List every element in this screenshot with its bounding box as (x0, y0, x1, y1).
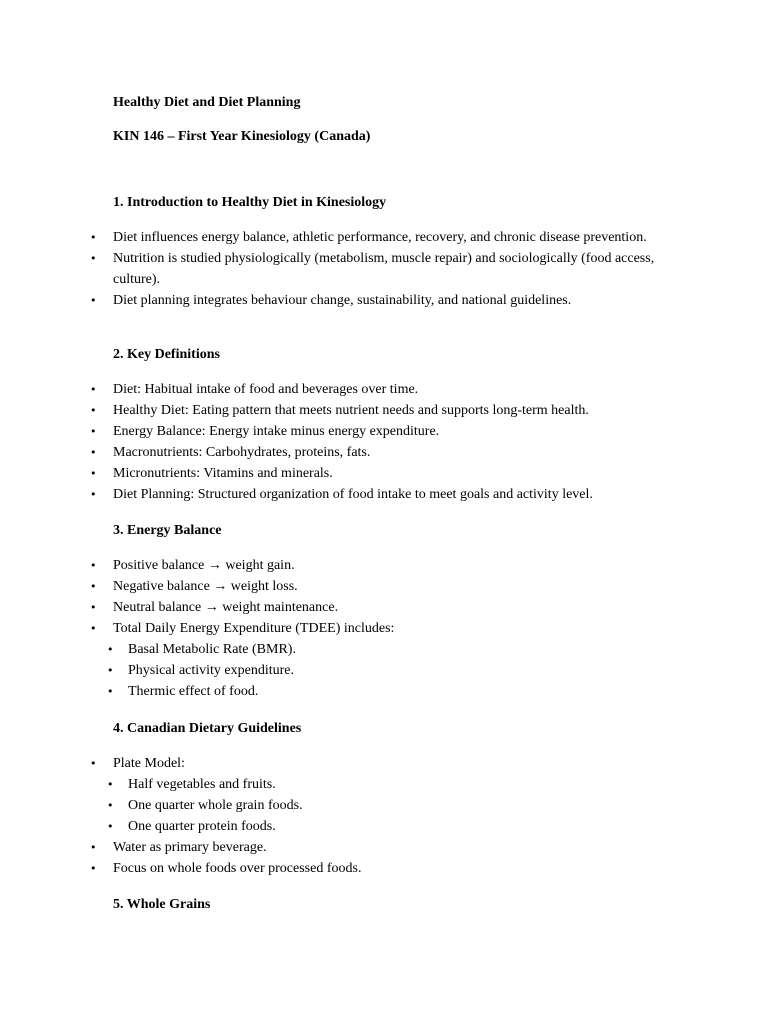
section-heading-whole-grains: 5. Whole Grains (113, 897, 211, 912)
section-energy-balance-list (0, 555, 768, 702)
list-item: • Diet planning integrates behaviour change, sustainability, and national guidelines. (0, 290, 658, 311)
section-key-definitions-list (0, 379, 768, 505)
list-item: • Energy Balance: Energy intake minus energy expenditure. (0, 421, 658, 442)
list-item: • Macronutrients: Carbohydrates, proteins, fats. (0, 442, 658, 463)
section-heading-energy-balance: 3. Energy Balance (113, 523, 222, 538)
list-item: • Total Daily Energy Expenditure (TDEE) includes: (0, 618, 658, 639)
list-item: • Diet influences energy balance, athletic performance, recovery, and chronic disease prevention. (0, 227, 658, 248)
list-item: • Micronutrients: Vitamins and minerals. (0, 463, 658, 484)
list-item: • Nutrition is studied physiologically (metabolism, muscle repair) and sociologically (food access, culture). (0, 248, 658, 290)
sub-list-item: • Thermic effect of food. (0, 681, 658, 702)
sub-list-item: • Physical activity expenditure. (0, 660, 658, 681)
list-item: • Diet: Habitual intake of food and beverages over time. (0, 379, 658, 400)
section-introduction-list (0, 227, 768, 311)
section-heading-canadian-guidelines: 4. Canadian Dietary Guidelines (113, 721, 302, 736)
section-heading-key-definitions: 2. Key Definitions (113, 347, 220, 362)
section-canadian-guidelines-list (0, 753, 768, 879)
sub-list-item: • Half vegetables and fruits. (0, 774, 658, 795)
list-item: • Negative balance → weight loss. (0, 576, 658, 597)
list-item: • Diet Planning: Structured organization of food intake to meet goals and activity level. (0, 484, 658, 505)
list-item: • Water as primary beverage. (0, 837, 658, 858)
list-item: • Focus on whole foods over processed foods. (0, 858, 658, 879)
list-item: • Positive balance → weight gain. (0, 555, 658, 576)
course-subtitle: KIN 146 – First Year Kinesiology (Canada) (113, 129, 371, 144)
sub-list-item: • One quarter whole grain foods. (0, 795, 658, 816)
list-item: • Neutral balance → weight maintenance. (0, 597, 658, 618)
document-title: Healthy Diet and Diet Planning (113, 95, 301, 110)
sub-list-item: • One quarter protein foods. (0, 816, 658, 837)
list-item: • Plate Model: (0, 753, 658, 774)
sub-list-item: • Basal Metabolic Rate (BMR). (0, 639, 658, 660)
section-heading-introduction: 1. Introduction to Healthy Diet in Kinesiology (113, 195, 387, 210)
list-item: • Healthy Diet: Eating pattern that meets nutrient needs and supports long-term health. (0, 400, 658, 421)
